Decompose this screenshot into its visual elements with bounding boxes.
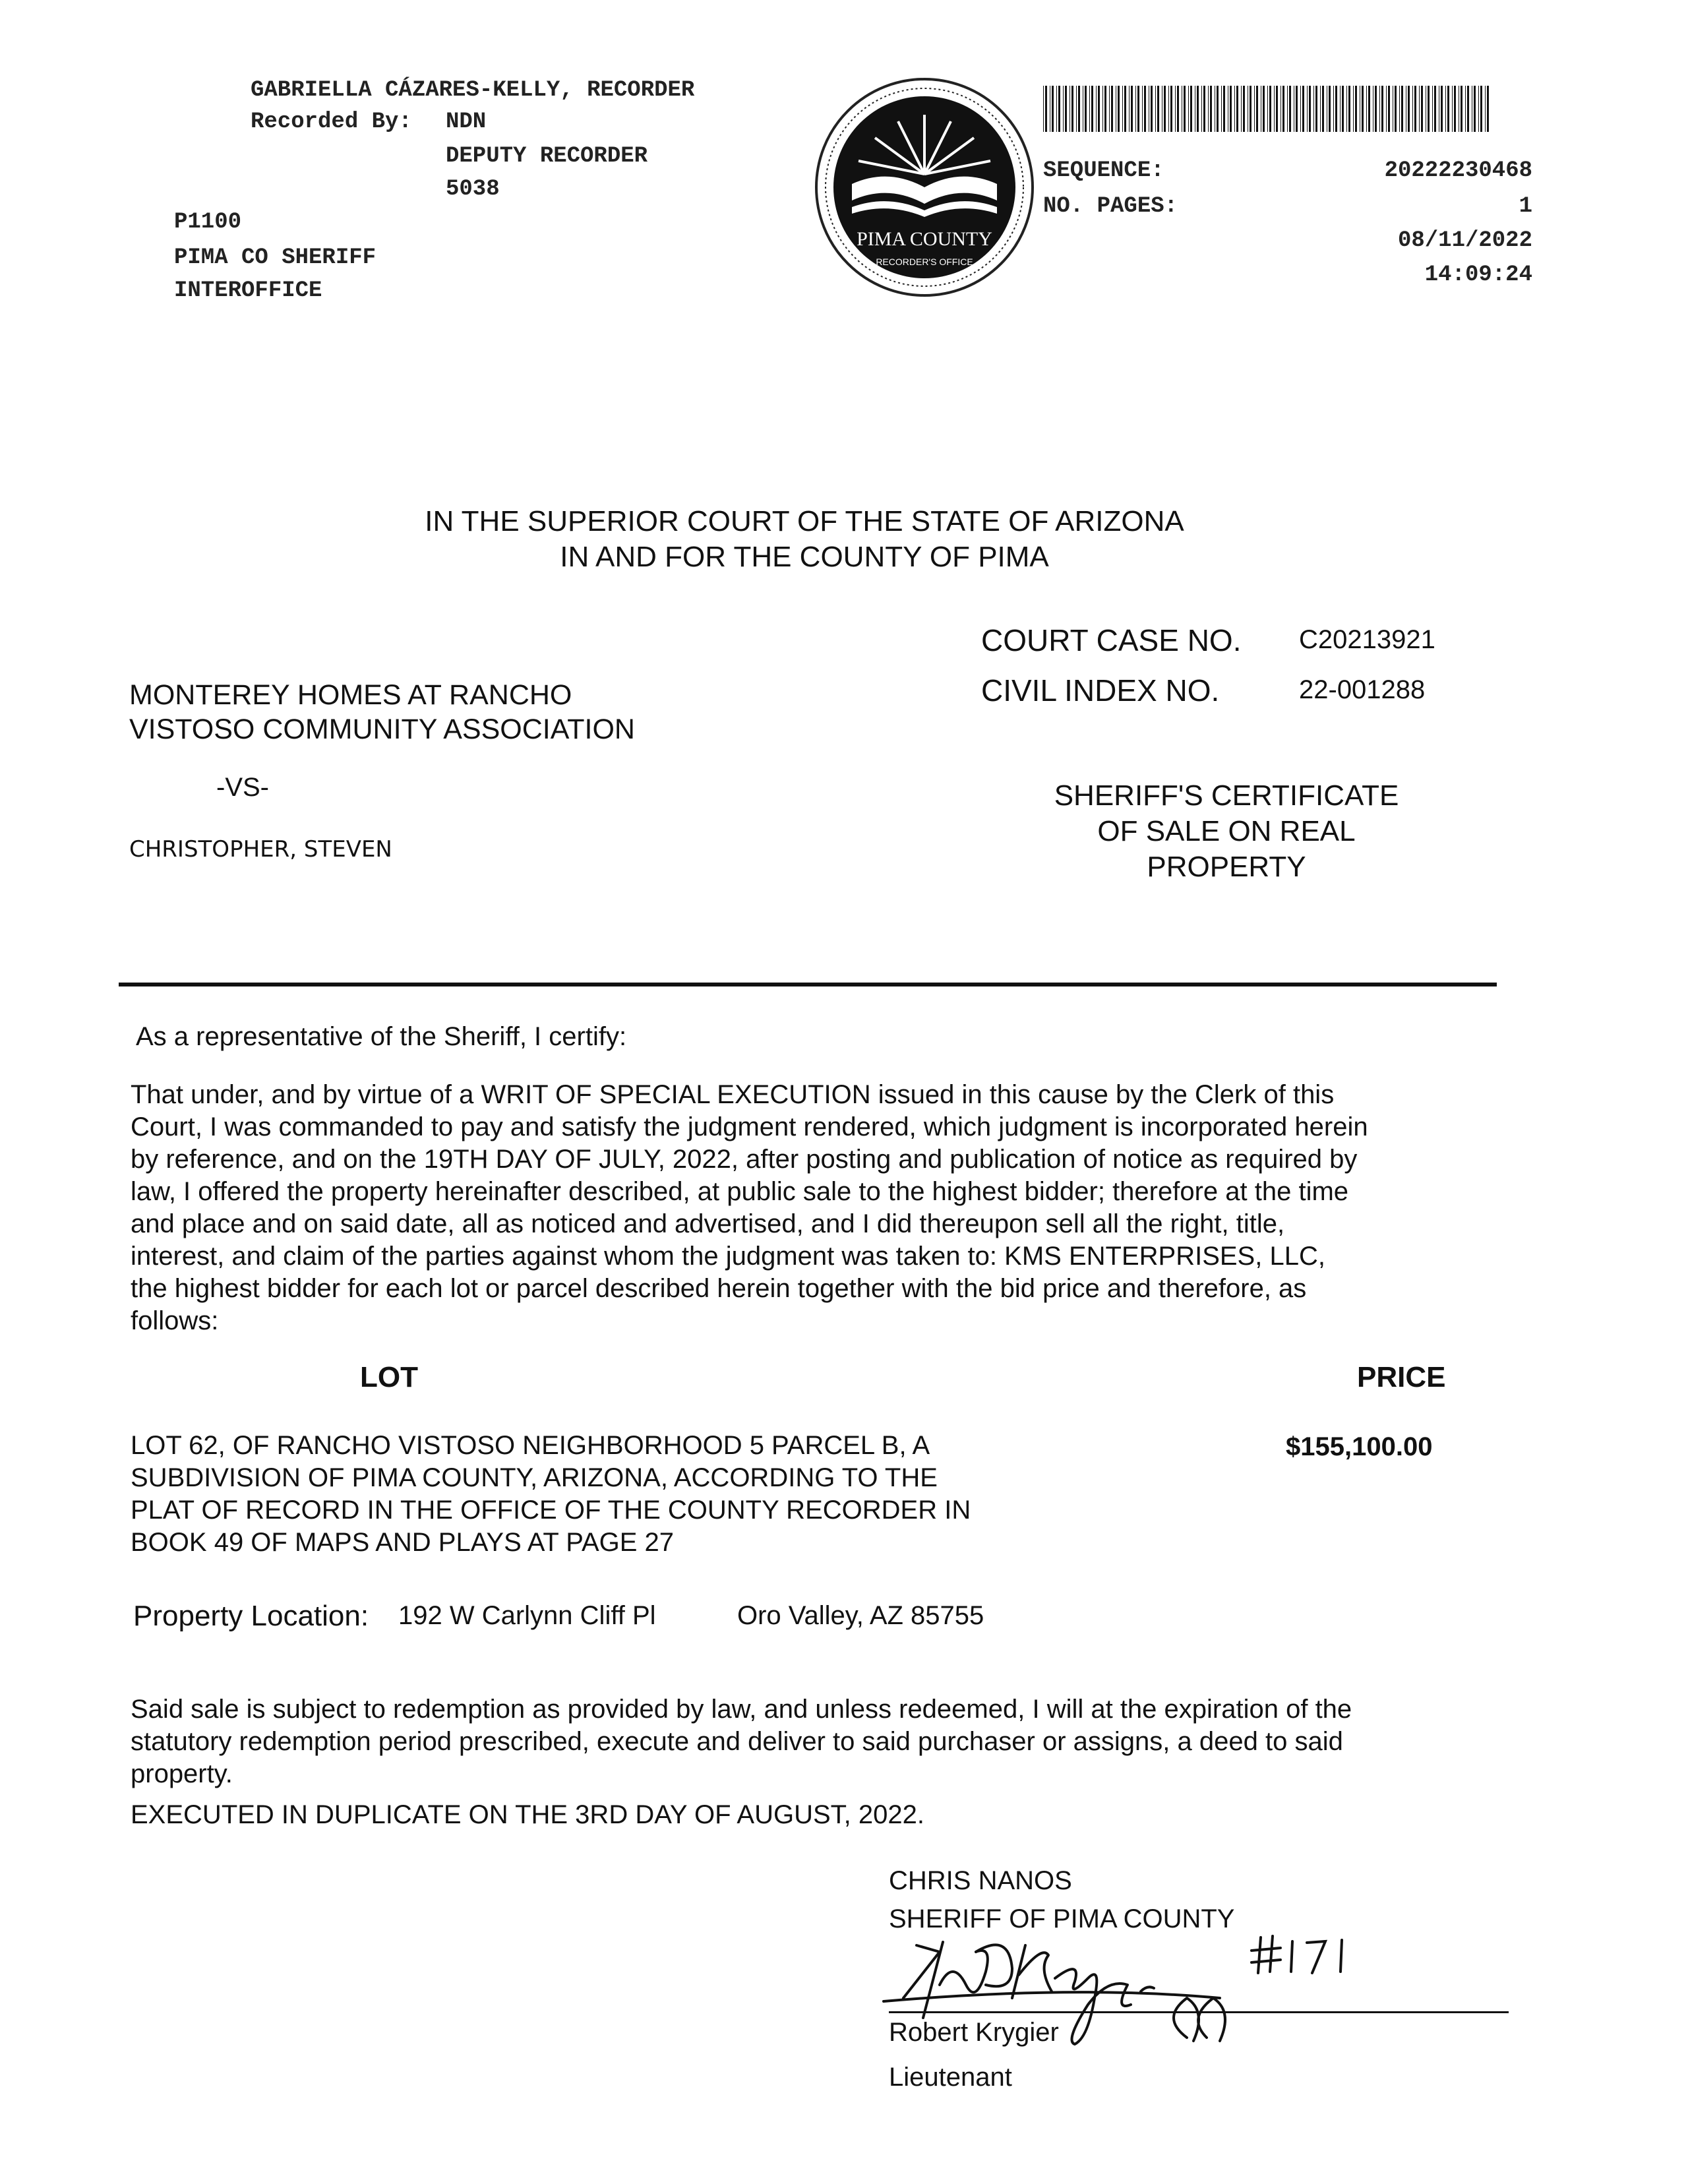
certification-paragraph (131, 1079, 1368, 1337)
barcode-bar (1465, 86, 1466, 132)
barcode-bar (1282, 86, 1284, 132)
barcode-bar (1078, 86, 1080, 132)
recording-time: 14:09:24 (1424, 262, 1532, 288)
barcode-bar (1111, 86, 1113, 132)
deputy-recorder: DEPUTY RECORDER (446, 144, 648, 169)
barcode-bar (1329, 86, 1331, 132)
paragraph-line: follows: (131, 1306, 219, 1335)
sheriff-name: CHRIS NANOS (889, 1866, 1072, 1895)
paragraph-line: and place and on said date, all as noticed and advertised, and I did thereupon sell all the right, title, (131, 1209, 1285, 1238)
barcode-bar (1320, 86, 1321, 132)
paragraph-line: interest, and claim of the parties against whom the judgment was taken to: KMS ENTERPRISES, LLC, (131, 1242, 1325, 1271)
barcode-icon (1043, 86, 1492, 132)
barcode-bar (1302, 86, 1304, 132)
recorder-name: GABRIELLA CÁZARES-KELLY, RECORDER (251, 78, 695, 103)
defendant: CHRISTOPHER, STEVEN (129, 836, 392, 863)
barcode-bar (1236, 86, 1238, 132)
barcode-bar (1058, 86, 1060, 132)
doc-title-line2: OF SALE ON REAL (1097, 815, 1356, 847)
court-case-label: COURT CASE NO. (981, 623, 1242, 657)
barcode-bar (1076, 86, 1077, 132)
sheriff-title: SHERIFF OF PIMA COUNTY (889, 1904, 1235, 1933)
recorded-by-value: NDN (446, 109, 487, 135)
seal-top-text: PIMA COUNTY (857, 228, 992, 250)
doc-title-line3: PROPERTY (1147, 851, 1306, 883)
barcode-bar (1355, 86, 1357, 132)
barcode-bar (1175, 86, 1176, 132)
property-location-label: Property Location: (133, 1600, 369, 1632)
barcode-bar (1267, 86, 1268, 132)
paragraph-line: law, I offered the property hereinafter described, at public sale to the highest bidder; therefore at the time (131, 1177, 1349, 1206)
civil-index-value: 22-001288 (1299, 675, 1426, 704)
paragraph-line: property. (131, 1759, 233, 1788)
recording-date: 08/11/2022 (1397, 228, 1532, 253)
barcode-bar (1129, 86, 1130, 132)
lot-description-line: PLAT OF RECORD IN THE OFFICE OF THE COUNTY RECORDER IN (131, 1496, 971, 1525)
barcode-bar (1085, 86, 1087, 132)
lot-description-line: SUBDIVISION OF PIMA COUNTY, ARIZONA, ACCORDING TO THE (131, 1463, 938, 1492)
barcode-bar (1474, 86, 1476, 132)
barcode-bar (1056, 86, 1057, 132)
barcode-bar (1388, 86, 1390, 132)
paragraph-line: the highest bidder for each lot or parcel described herein together with the bid price and therefore, as (131, 1274, 1307, 1303)
divider-rule (119, 983, 1497, 986)
barcode-bar (1243, 86, 1245, 132)
barcode-bar (1276, 86, 1278, 132)
pages-label: NO. PAGES: (1043, 194, 1178, 219)
barcode-bar (1335, 86, 1337, 132)
signature-line (889, 2011, 1509, 2013)
executed-statement: EXECUTED IN DUPLICATE ON THE 3RD DAY OF AUGUST, 2022. (131, 1800, 925, 1829)
barcode-bar (1300, 86, 1301, 132)
pages-value: 1 (1519, 194, 1532, 219)
paragraph-line: by reference, and on the 19TH DAY OF JULY, 2022, after posting and publication of notice as required by (131, 1145, 1358, 1174)
barcode-bar (1157, 86, 1159, 132)
redemption-paragraph (131, 1693, 1352, 1790)
lot-description (131, 1430, 971, 1559)
return-name: PIMA CO SHERIFF (174, 245, 377, 270)
barcode-bar (1307, 86, 1308, 132)
lot-column-header: LOT (360, 1361, 418, 1393)
barcode-bar (1118, 86, 1120, 132)
barcode-bar (1096, 86, 1097, 132)
barcode-bar (1250, 86, 1251, 132)
barcode-bar (1131, 86, 1133, 132)
barcode-bar (1454, 86, 1456, 132)
handwritten-badge-number-icon (1246, 1926, 1365, 1978)
barcode-bar (1274, 86, 1275, 132)
sale-price: $155,100.00 (1286, 1432, 1433, 1461)
barcode-bar (1142, 86, 1143, 132)
doc-title-line1: SHERIFF'S CERTIFICATE (1054, 779, 1399, 812)
barcode-bar (1412, 86, 1413, 132)
barcode-bar (1348, 86, 1350, 132)
barcode-bar (1381, 86, 1383, 132)
recorded-by-label: Recorded By: (251, 109, 412, 135)
barcode-bar (1263, 86, 1265, 132)
barcode-bar (1346, 86, 1347, 132)
barcode-bar (1137, 86, 1139, 132)
barcode-bar (1190, 86, 1192, 132)
barcode-bar (1043, 86, 1044, 132)
barcode-bar (1217, 86, 1219, 132)
barcode-bar (1071, 86, 1073, 132)
barcode-bar (1340, 86, 1341, 132)
signer-name: Robert Krygier (889, 2018, 1059, 2047)
versus: -VS- (216, 773, 269, 802)
barcode-bar (1401, 86, 1403, 132)
lot-description-line: BOOK 49 OF MAPS AND PLAYS AT PAGE 27 (131, 1528, 675, 1557)
paragraph-line: statutory redemption period prescribed, execute and deliver to said purchaser or assigns, a deed to said (131, 1727, 1343, 1756)
barcode-bar (1447, 86, 1449, 132)
court-heading-line1: IN THE SUPERIOR COURT OF THE STATE OF ARIZONA (425, 505, 1184, 537)
barcode-bar (1461, 86, 1462, 132)
civil-index-label: CIVIL INDEX NO. (981, 673, 1220, 708)
barcode-bar (1342, 86, 1344, 132)
barcode-bar (1177, 86, 1179, 132)
seal-bottom-text: RECORDER'S OFFICE (876, 257, 973, 267)
barcode-bar (1124, 86, 1126, 132)
barcode-bar (1155, 86, 1156, 132)
barcode-bar (1441, 86, 1443, 132)
barcode-bar (1104, 86, 1106, 132)
barcode-bar (1452, 86, 1453, 132)
pima-county-seal-icon (812, 75, 1037, 299)
barcode-bar (1309, 86, 1311, 132)
barcode-bar (1203, 86, 1205, 132)
barcode-bar (1432, 86, 1433, 132)
plaintiff-line1: MONTEREY HOMES AT RANCHO (129, 679, 572, 711)
barcode-bar (1487, 86, 1489, 132)
barcode-bar (1428, 86, 1430, 132)
barcode-bar (1478, 86, 1479, 132)
barcode-bar (1184, 86, 1186, 132)
barcode-bar (1254, 86, 1255, 132)
barcode-bar (1419, 86, 1420, 132)
price-column-header: PRICE (1357, 1361, 1446, 1393)
court-heading-line2: IN AND FOR THE COUNTY OF PIMA (560, 541, 1049, 573)
barcode-bar (1210, 86, 1212, 132)
barcode-bar (1091, 86, 1093, 132)
paragraph-line: Said sale is subject to redemption as provided by law, and unless redeemed, I will at the expiration of the (131, 1695, 1352, 1724)
deputy-number: 5038 (446, 177, 500, 202)
barcode-bar (1098, 86, 1100, 132)
property-street: 192 W Carlynn Cliff Pl (398, 1601, 656, 1630)
barcode-bar (1353, 86, 1354, 132)
barcode-bar (1135, 86, 1136, 132)
barcode-bar (1063, 86, 1064, 132)
lot-description-line: LOT 62, OF RANCHO VISTOSO NEIGHBORHOOD 5 PARCEL B, A (131, 1431, 930, 1460)
barcode-bar (1315, 86, 1317, 132)
plaintiff-line2: VISTOSO COMMUNITY ASSOCIATION (129, 713, 635, 745)
barcode-bar (1379, 86, 1380, 132)
barcode-bar (1052, 86, 1054, 132)
barcode-bar (1467, 86, 1469, 132)
barcode-bar (1287, 86, 1288, 132)
barcode-bar (1230, 86, 1232, 132)
return-route: INTEROFFICE (174, 278, 322, 303)
barcode-bar (1368, 86, 1370, 132)
barcode-bar (1164, 86, 1166, 132)
barcode-bar (1375, 86, 1377, 132)
property-city: Oro Valley, AZ 85755 (737, 1601, 984, 1630)
barcode-bar (1122, 86, 1123, 132)
sequence-label: SEQUENCE: (1043, 158, 1164, 183)
barcode-bar (1188, 86, 1189, 132)
barcode-bar (1399, 86, 1400, 132)
barcode-bar (1045, 86, 1047, 132)
barcode-bar (1362, 86, 1364, 132)
barcode-bar (1241, 86, 1242, 132)
barcode-bar (1421, 86, 1423, 132)
barcode-bar (1289, 86, 1291, 132)
barcode-bar (1170, 86, 1172, 132)
return-code: P1100 (174, 210, 242, 235)
barcode-bar (1208, 86, 1209, 132)
barcode-bar (1201, 86, 1202, 132)
paragraph-line: Court, I was commanded to pay and satisfy the judgment rendered, which judgment is incorporated herein (131, 1112, 1368, 1141)
barcode-bar (1445, 86, 1446, 132)
barcode-bar (1296, 86, 1298, 132)
barcode-bar (1395, 86, 1397, 132)
barcode-bar (1065, 86, 1067, 132)
barcode-bar (1109, 86, 1110, 132)
barcode-bar (1366, 86, 1367, 132)
barcode-bar (1485, 86, 1486, 132)
barcode-bar (1386, 86, 1387, 132)
barcode-bar (1333, 86, 1334, 132)
barcode-bar (1408, 86, 1410, 132)
barcode-bar (1089, 86, 1090, 132)
barcode-bar (1313, 86, 1314, 132)
barcode-bar (1256, 86, 1258, 132)
barcode-bar (1269, 86, 1271, 132)
barcode-bar (1322, 86, 1324, 132)
barcode-bar (1480, 86, 1482, 132)
barcode-bar (1168, 86, 1169, 132)
barcode-bar (1144, 86, 1146, 132)
barcode-bar (1102, 86, 1103, 132)
court-case-value: C20213921 (1299, 625, 1435, 654)
barcode-bar (1221, 86, 1222, 132)
intro-statement: As a representative of the Sheriff, I certify: (136, 1022, 627, 1051)
paragraph-line: That under, and by virtue of a WRIT OF SPECIAL EXECUTION issued in this cause by the Clerk of this (131, 1080, 1335, 1109)
signer-title: Lieutenant (889, 2063, 1012, 2092)
barcode-bar (1234, 86, 1235, 132)
barcode-bar (1414, 86, 1416, 132)
barcode-bar (1197, 86, 1199, 132)
barcode-bar (1151, 86, 1153, 132)
sequence-value: 20222230468 (1384, 158, 1532, 183)
barcode-bar (1223, 86, 1225, 132)
barcode-bar (1434, 86, 1436, 132)
